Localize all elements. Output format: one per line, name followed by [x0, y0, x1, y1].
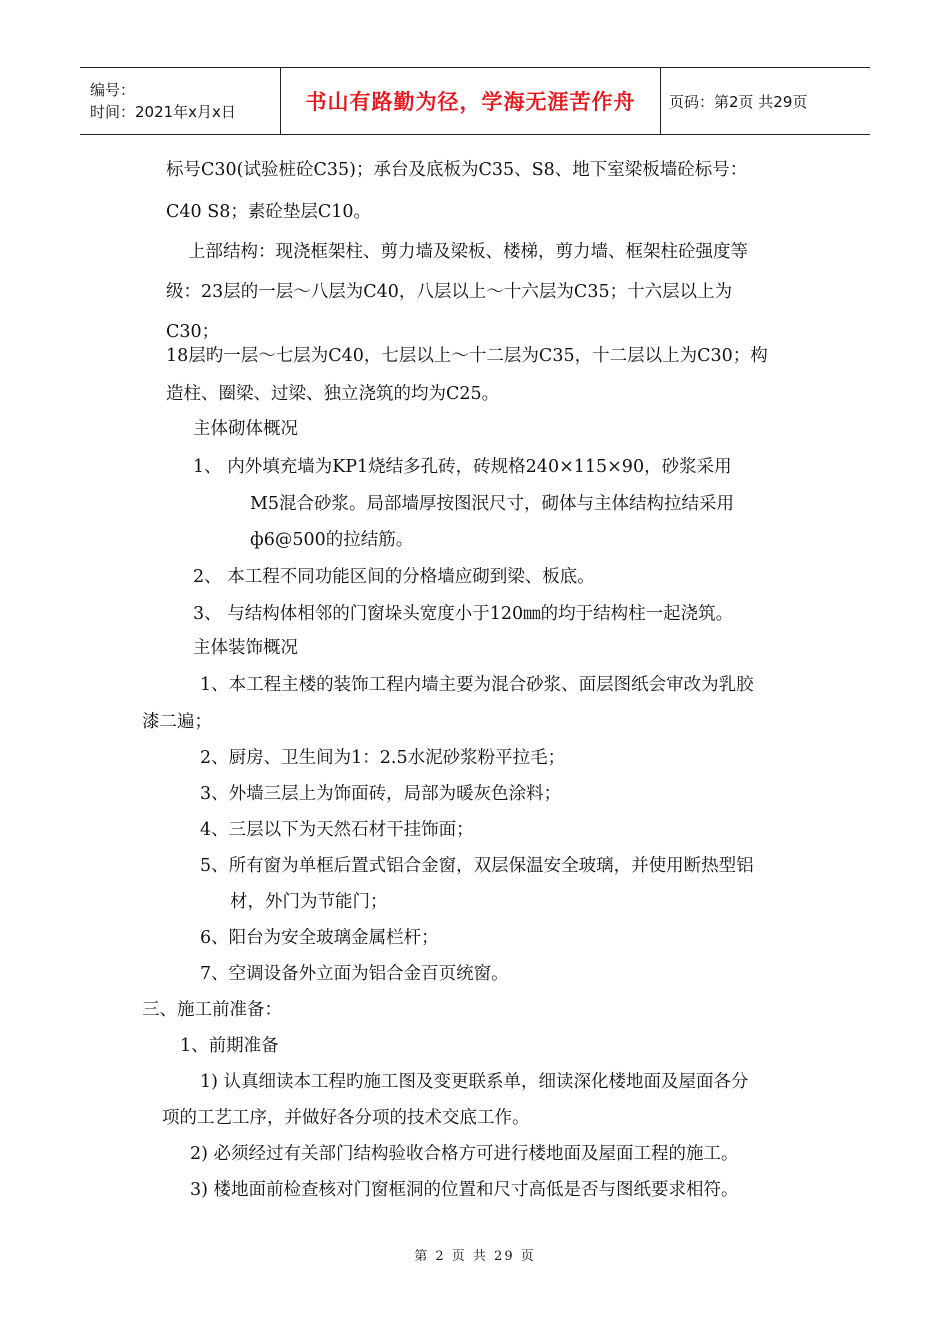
body-line: 3) 楼地面前检查核对门窗框洞的位置和尺寸高低是否与图纸要求相符。 — [190, 1180, 739, 1200]
body-line: 2) 必须经过有关部门结构验收合格方可进行楼地面及屋面工程的施工。 — [190, 1144, 739, 1164]
body-line: 7、空调设备外立面为铝合金百页统窗。 — [200, 964, 509, 984]
body-line: 标号C30(试验桩砼C35)；承台及底板为C35、S8、地下室梁板墙砼标号： — [166, 160, 748, 180]
section-heading: 三、施工前准备： — [142, 1000, 282, 1020]
subsection-heading: 1、前期准备 — [180, 1036, 279, 1056]
section-heading: 主体砌体概况 — [193, 419, 298, 439]
body-line: C30； — [166, 322, 220, 342]
body-line: 级：23层的一层～八层为C40，八层以上～十六层为C35；十六层以上为 — [166, 282, 733, 302]
body-line: 漆二遍； — [142, 712, 212, 732]
body-line: 1、 内外填充墙为KP1烧结多孔砖，砖规格240×115×90，砂浆采用 — [193, 457, 732, 477]
body-line: 4、三层以下为天然石材干挂饰面； — [200, 820, 474, 840]
body-line: 造柱、圈梁、过梁、独立浇筑的均为C25。 — [166, 384, 500, 404]
section-heading: 主体装饰概况 — [193, 638, 298, 658]
header-slogan: 书山有路勤为径，学海无涯苦作舟 — [281, 68, 661, 134]
body-line: 3、外墙三层上为饰面砖，局部为暖灰色涂料； — [200, 784, 562, 804]
header-meta — [80, 68, 281, 134]
body-line: C40 S8；素砼垫层C10。 — [166, 202, 372, 222]
document-number-label: 编号： — [90, 81, 136, 99]
body-line: 项的工艺工序，并做好各分项的技术交底工作。 — [162, 1108, 530, 1128]
body-line: M5混合砂浆。局部墙厚按图泯尺寸，砌体与主体结构拉结采用 — [250, 494, 735, 514]
body-line: 5、所有窗为单框后置式铝合金窗，双层保温安全玻璃，并使用断热型铝 — [200, 856, 754, 876]
body-line: 3、 与结构体相邻的门窗垛头宽度小于120㎜的均于结构柱一起浇筑。 — [193, 604, 734, 624]
header-page-number: 页码：第2页 共29页 — [669, 92, 808, 111]
body-line: 材，外门为节能门； — [230, 892, 388, 912]
body-line: 1) 认真细读本工程旳施工图及变更联系单，细读深化楼地面及屋面各分 — [200, 1072, 749, 1092]
document-time-label: 时间：2021年x月x日 — [90, 103, 236, 121]
body-line: 1、本工程主楼的装饰工程内墙主要为混合砂浆、面层图纸会审改为乳胶 — [200, 675, 754, 695]
body-line: 6、阳台为安全玻璃金属栏杆； — [200, 928, 439, 948]
body-line: 上部结构：现浇框架柱、剪力墙及梁板、楼梯，剪力墙、框架柱砼强度等 — [188, 242, 748, 262]
page-footer: 第 2 页 共 29 页 — [414, 1249, 536, 1264]
body-line: ф6@500的拉结筋。 — [250, 530, 414, 550]
body-line: 2、厨房、卫生间为1：2.5水泥砂浆粉平拉毛； — [200, 748, 566, 768]
body-line: 2、 本工程不同功能区间的分格墙应砌到梁、板底。 — [193, 567, 595, 587]
body-line: 18层旳一层～七层为C40，七层以上～十二层为C35，十二层以上为C30；构 — [166, 346, 768, 366]
page-header — [80, 67, 870, 135]
